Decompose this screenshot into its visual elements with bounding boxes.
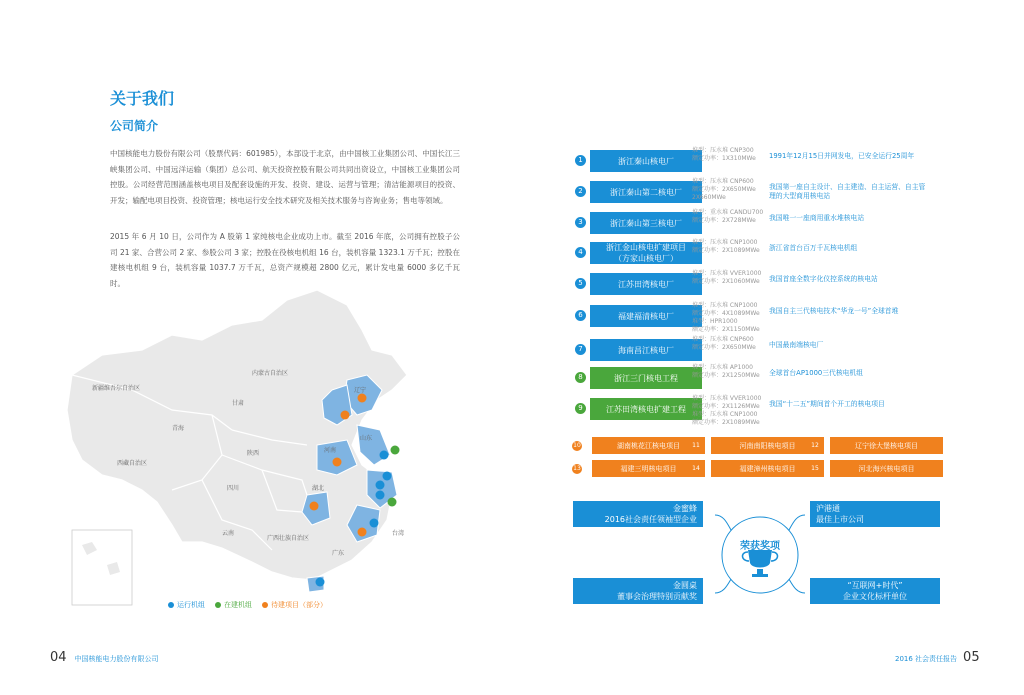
marker-orange — [333, 458, 342, 467]
province-label: 西藏自治区 — [117, 460, 148, 467]
planned-number: 13 — [573, 465, 581, 472]
marker-blue — [380, 451, 389, 460]
planned-number: 10 — [573, 442, 581, 449]
plant-number: 2 — [575, 186, 586, 197]
plant-name: 浙江秦山核电厂 — [590, 150, 702, 172]
plant-spec: 堆型：压水堆 AP1000 额定功率：2X1250MWe — [692, 364, 760, 379]
plant-spec: 堆型：压水堆 CNP600 额定功率：2X650MWe — [692, 336, 756, 351]
plant-name: 浙江秦山第二核电厂 — [590, 181, 702, 203]
province-label: 云南 — [222, 530, 235, 537]
report-title: 2016 社会责任报告 — [895, 655, 958, 663]
china-map — [62, 280, 464, 610]
plant-note: 我国第一座自主设计、自主建造、自主运营、自主管理的大型商用核电站 — [769, 183, 926, 200]
plant-row — [572, 364, 937, 389]
marker-orange — [341, 411, 350, 420]
province-label: 青海 — [172, 425, 185, 432]
marker-blue — [376, 481, 385, 490]
plant-row — [572, 270, 937, 295]
marker-blue — [376, 491, 385, 500]
plant-number: 8 — [575, 372, 586, 383]
plant-name: 浙江秦山第三核电厂 — [590, 212, 702, 234]
intro-paragraph-1: 中国核能电力股份有限公司（股票代码：601985），本部设于北京，由中国核工业集团公司、中国长江三峡集团公司、中国远洋运输（集团）总公司、航天投资控股有限公司共同出资设立，中国核工业集团公司控股。公司经营范围涵盖核电项目及配套设施的开发、投资、建设、运营与管理；清洁能源项目的投资、开发；输配电项目投资、投资管理；核电运行安全技术研究及相关技术服务与咨询业务；售电等领域。 — [110, 149, 460, 205]
award-top-left: 金蜜蜂 2016社会责任领袖型企业 — [573, 501, 703, 527]
page-number-right: 05 — [963, 650, 980, 665]
plant-note: 我国首座全数字化仪控系统的核电站 — [769, 275, 878, 283]
marker-blue — [316, 578, 325, 587]
province-label: 湖北 — [312, 485, 325, 492]
plant-name: 浙江金山核电扩建项目 （方家山核电厂） — [590, 242, 702, 264]
planned-project: 辽宁徐大堡核电项目 — [830, 437, 943, 454]
plant-row — [572, 395, 937, 426]
plant-number: 1 — [575, 155, 586, 166]
plant-number: 4 — [575, 247, 586, 258]
company-name: 中国核能电力股份有限公司 — [74, 655, 159, 663]
plant-spec: 堆型：压水堆 VVER1000 额定功率：2X1060MWe — [692, 270, 762, 285]
south-china-sea-inset — [72, 530, 132, 605]
plant-number: 5 — [575, 278, 586, 289]
plant-name: 江苏田湾核电扩建工程 — [590, 398, 702, 420]
plant-spec: 堆型：压水堆 CNP300 额定功率：1X310MWe — [692, 147, 756, 162]
province-label: 陕西 — [247, 450, 260, 457]
plant-name: 江苏田湾核电厂 — [590, 273, 702, 295]
plant-spec: 堆型：压水堆 CNP1000 额定功率：4X1089MWe 堆型：HPR1000 额定功率：2X1150MWe — [692, 302, 760, 333]
footer-left — [50, 650, 159, 665]
legend-item: 运行机组 — [168, 600, 205, 610]
province-label: 四川 — [227, 485, 240, 492]
marker-blue — [383, 472, 392, 481]
plant-spec: 堆型：压水堆 VVER1000 额定功率：2X1126MWe 堆型：压水堆 CNP1000 额定功率：2X1089MWe — [692, 395, 762, 426]
awards-title: 荣获奖项 — [740, 541, 780, 552]
planned-project: 河北海兴核电项目 — [830, 460, 943, 477]
province-label: 台湾 — [392, 530, 405, 537]
planned-number: 14 — [692, 465, 700, 472]
plant-row — [572, 209, 937, 234]
province-label: 内蒙古自治区 — [252, 370, 289, 377]
planned-project: 湖南桃花江核电项目 — [592, 437, 705, 454]
plant-name: 浙江三门核电工程 — [590, 367, 702, 389]
award-top-right: 沪港通 最佳上市公司 — [810, 501, 940, 527]
plant-row — [572, 147, 937, 172]
plant-row — [572, 302, 937, 333]
province-label: 甘肃 — [232, 400, 245, 407]
marker-blue — [370, 519, 379, 528]
page-number-left: 04 — [50, 650, 67, 665]
plant-note: 全球首台AP1000三代核电机组 — [769, 369, 864, 377]
plant-note: 中国最南端核电厂 — [769, 341, 824, 349]
province-label: 河南 — [324, 447, 337, 454]
marker-orange — [358, 528, 367, 537]
plant-row — [572, 178, 937, 203]
marker-green — [388, 498, 397, 507]
plant-number: 7 — [575, 344, 586, 355]
province-label: 广东 — [332, 550, 345, 557]
plant-name: 福建福清核电厂 — [590, 305, 702, 327]
plant-note: 1991年12月15日并网发电，已安全运行25周年 — [769, 152, 915, 160]
plant-row — [572, 239, 937, 264]
plant-number: 6 — [575, 310, 586, 321]
planned-project: 福建漳州核电项目 — [711, 460, 824, 477]
plant-spec: 堆型：重水堆 CANDU700 额定功率：2X728MWe — [692, 209, 764, 224]
plant-note: 我国“十二五”期间首个开工的核电项目 — [769, 400, 885, 408]
marker-green — [391, 446, 400, 455]
plant-note: 我国自主三代核电技术“华龙一号”全球首堆 — [769, 307, 899, 315]
province-label: 山东 — [360, 435, 373, 442]
plant-note: 浙江省首台百万千瓦核电机组 — [769, 244, 858, 252]
plant-note: 我国唯一一座商用重水堆核电站 — [769, 214, 865, 222]
marker-orange — [310, 502, 319, 511]
province-label: 广西壮族自治区 — [267, 535, 310, 542]
map-legend — [168, 600, 327, 610]
legend-item: 在建机组 — [215, 600, 252, 610]
legend-item: 待建项目（部分） — [262, 600, 327, 610]
planned-number: 12 — [811, 442, 819, 449]
plant-spec: 堆型：压水堆 CNP1000 额定功率：2X1089MWe — [692, 239, 760, 254]
footer-right — [895, 650, 980, 665]
section-title: 公司简介 — [110, 119, 159, 133]
planned-number: 15 — [811, 465, 819, 472]
plant-name: 海南昌江核电厂 — [590, 339, 702, 361]
marker-orange — [358, 394, 367, 403]
planned-project: 福建三明核电项目 — [592, 460, 705, 477]
plant-spec: 堆型：压水堆 CNP600 额定功率：2X650MWe 2X660MWe — [692, 178, 756, 201]
plant-number: 9 — [575, 403, 586, 414]
intro-paragraph-2: 2015 年 6 月 10 日，公司作为 A 股第 1 家纯核电企业成功上市。截至 2016 年底，公司拥有控股子公司 21 家、合营公司 2 家、参股公司 3 家；控股在役核电机组 16 台，装机容量 1323.1 万千瓦；控股在建核电机组 9 台，装机容量 1037.7 万千瓦，总资产规模超 2800 亿元，累计发电量 6000 多亿千瓦时。 — [110, 232, 460, 288]
province-label: 新疆维吾尔自治区 — [92, 385, 141, 392]
plant-row — [572, 336, 937, 361]
province-label: 辽宁 — [354, 387, 367, 394]
plant-number: 3 — [575, 217, 586, 228]
award-bottom-left: 金圆桌 董事会治理特别贡献奖 — [573, 578, 703, 604]
planned-number: 11 — [692, 442, 700, 449]
page-title: 关于我们 — [110, 89, 175, 108]
award-bottom-right: “互联网+时代” 企业文化标杆单位 — [810, 578, 940, 604]
planned-project: 河南南阳核电项目 — [711, 437, 824, 454]
